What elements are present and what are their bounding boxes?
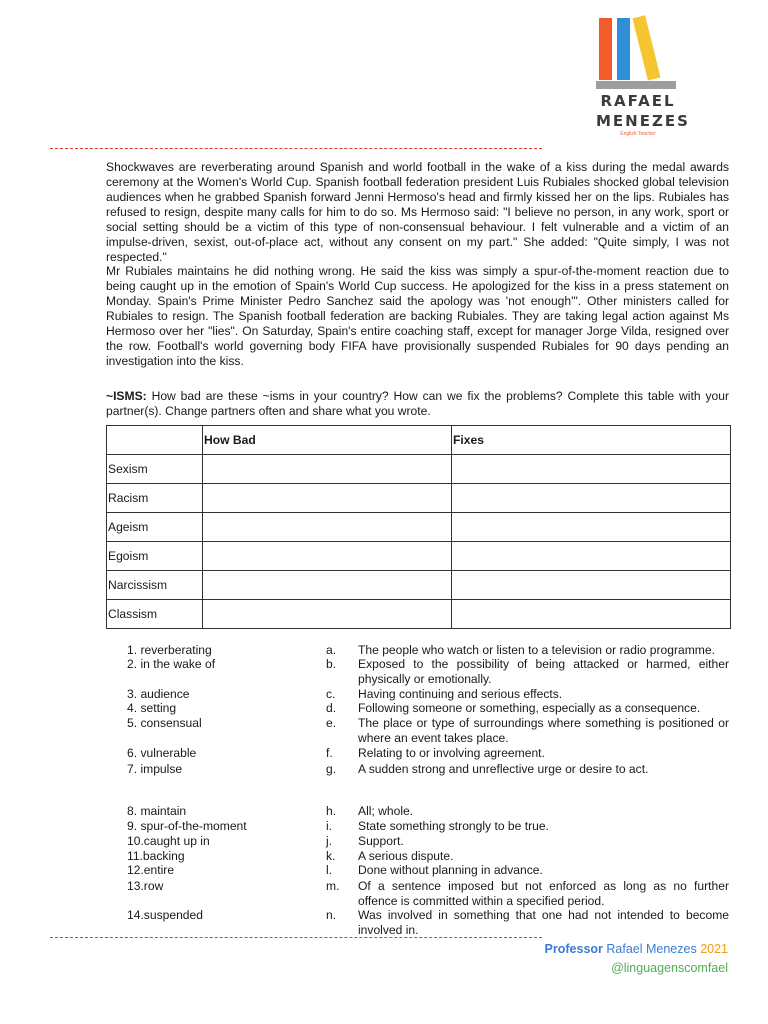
vocab-definition: All; whole. [358,804,414,818]
table-header-how-bad: How Bad [203,426,452,455]
vocab-letter: k. [326,849,336,863]
row-label: Ageism [107,513,203,542]
how-bad-cell[interactable] [203,455,452,484]
table-header-fixes: Fixes [452,426,731,455]
footer-name: Rafael Menezes [602,942,701,956]
vocab-definition: Was involved in something that one had not intended to become involved in. [358,908,729,937]
row-label: Classism [107,600,203,629]
row-label: Narcissism [107,571,203,600]
logo-subtitle: English Teacher [620,131,656,137]
vocab-definition: State something strongly to be true. [358,819,549,833]
how-bad-cell[interactable] [203,542,452,571]
vocab-term: 3. audience [127,687,190,701]
fixes-cell[interactable] [452,513,731,542]
footer-handle[interactable]: @linguagenscomfael [611,961,728,975]
how-bad-cell[interactable] [203,600,452,629]
vocab-definition: The people who watch or listen to a television or radio programme. [358,643,715,657]
vocab-term: 6. vulnerable [127,746,197,760]
vocab-letter: g. [326,762,337,776]
isms-label: ~ISMS: [106,389,147,403]
vocab-term: 12.entire [127,863,175,877]
vocab-letter: a. [326,643,337,657]
vocab-letter: b. [326,657,337,671]
fixes-cell[interactable] [452,484,731,513]
vocab-letter: l. [326,863,333,877]
vocab-definition: Support. [358,834,404,848]
fixes-cell[interactable] [452,571,731,600]
vocab-definition: A sudden strong and unreflective urge or desire to act. [358,762,649,776]
vocab-term: 13.row [127,879,164,893]
vocab-term: 2. in the wake of [127,657,216,671]
bottom-divider [50,937,542,938]
vocab-definition: Done without planning in advance. [358,863,543,877]
vocab-letter: m. [326,879,340,893]
vocab-term: 5. consensual [127,716,202,730]
vocab-definition: Having continuing and serious effects. [358,687,563,701]
isms-instruction-text: How bad are these ~isms in your country? How can we fix the problems? Complete this table with your partner(s). Change partners often and share what you wrote. [106,389,729,418]
table-row [107,542,731,571]
logo-graphic [596,14,680,90]
isms-table [106,425,731,629]
vocab-letter: f. [326,746,333,760]
how-bad-cell[interactable] [203,571,452,600]
vocab-definition: Exposed to the possibility of being attacked or harmed, either physically or emotionally. [358,657,729,686]
fixes-cell[interactable] [452,600,731,629]
article-paragraph-2: Mr Rubiales maintains he did nothing wrong. He said the kiss was simply a spur-of-the-moment reaction due to being caught up in the emotion of Spain's World Cup success. He apologized for the kiss in a press statement on Monday. Spain's Prime Minister Pedro Sanchez said the apology was 'not enough'". Other ministers called for Rubiales to resign. The Spanish football federation are backing Rubiales. They are taking legal action against Ms Hermoso over her "lies". On Saturday, Spain's entire coaching staff, except for manager Jorge Vilda, resigned over the row. Football's world governing body FIFA have provisionally suspended Rubiales for 90 days pending an investigation into the kiss. [106,264,729,368]
row-label: Sexism [107,455,203,484]
table-row [107,484,731,513]
fixes-cell[interactable] [452,542,731,571]
table-row [107,513,731,542]
table-row [107,600,731,629]
isms-instructions [106,389,729,419]
fixes-cell[interactable] [452,455,731,484]
article-paragraph-1: Shockwaves are reverberating around Spanish and world football in the wake of a kiss during the medal awards ceremony at the Women's World Cup. Spanish football federation president Luis Rubiales shocked global television audiences when he grabbed Spanish forward Jenni Hermoso's head and firmly kissed her on the lips. Rubiales has refused to resign, despite many calls for him to do so. Ms Hermoso said: "I believe no person, in any work, sport or social setting should be a victim of this type of non-consensual behaviour. I felt vulnerable and a victim of an impulse-driven, sexist, out-of-place act, without any consent on my part." She added: "Quite simply, I was not respected." [106,160,729,264]
table-header-row [107,426,731,455]
vocab-term: 7. impulse [127,762,183,776]
vocab-term: 10.caught up in [127,834,210,848]
table-header-blank [107,426,203,455]
vocab-letter: j. [326,834,333,848]
vocab-letter: h. [326,804,337,818]
vocab-term: 14.suspended [127,908,203,922]
vocab-term: 11.backing [127,849,185,863]
logo-name-first: RAFAEL [600,92,676,110]
table-row [107,455,731,484]
vocab-letter: n. [326,908,337,922]
vocab-definition: Relating to or involving agreement. [358,746,545,760]
table-row [107,571,731,600]
vocab-letter: c. [326,687,336,701]
footer-credit [545,942,728,956]
logo-name-last: MENEZES [596,112,690,130]
how-bad-cell[interactable] [203,484,452,513]
row-label: Racism [107,484,203,513]
vocab-letter: i. [326,819,333,833]
row-label: Egoism [107,542,203,571]
footer-professor: Professor [544,942,603,956]
top-divider [50,148,542,149]
footer-year: 2021 [700,942,728,956]
vocab-letter: e. [326,716,337,730]
vocab-term: 8. maintain [127,804,187,818]
vocab-definition: Following someone or something, especially as a consequence. [358,701,701,715]
vocab-term: 4. setting [127,701,177,715]
how-bad-cell[interactable] [203,513,452,542]
vocab-definition: A serious dispute. [358,849,454,863]
vocab-definition: Of a sentence imposed but not enforced as long as no further offence is committed within a specified period. [358,879,729,908]
vocab-letter: d. [326,701,337,715]
vocab-definition: The place or type of surroundings where something is positioned or where an event takes place. [358,716,729,745]
vocab-term: 9. spur-of-the-moment [127,819,247,833]
vocab-term: 1. reverberating [127,643,212,657]
